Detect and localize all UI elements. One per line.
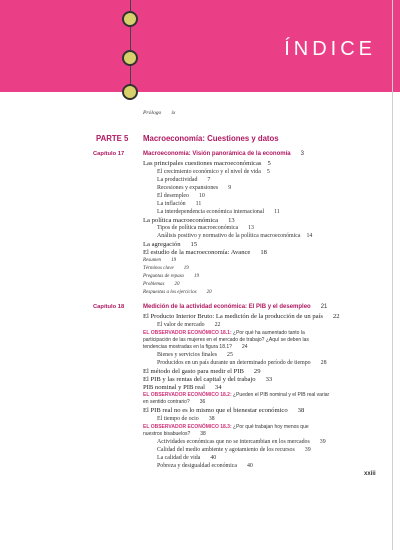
toc-entry[interactable]: Problemas 20	[143, 282, 180, 287]
toc-entry[interactable]: El método del gasto para medir el PIB 29	[143, 368, 261, 375]
decorative-dot	[122, 84, 138, 100]
toc-entry[interactable]: La calidad de vida 40	[157, 455, 217, 461]
toc-entry[interactable]: Las principales cuestiones macroeconómicas 5	[143, 160, 271, 167]
header-banner	[0, 0, 400, 92]
chapter-label: Capítulo 18	[93, 304, 125, 310]
decorative-dot	[122, 11, 138, 27]
observer-box-entry[interactable]: EL OBSERVADOR ECONÓMICO 18.1: ¿Por qué ha aumentado tanto la	[143, 330, 305, 336]
toc-entry[interactable]: El Producto Interior Bruto: La medición de la producción de un país 22	[143, 313, 340, 320]
toc-entry[interactable]: Bienes y servicios finales 25	[157, 352, 233, 358]
toc-entry[interactable]: Resumen 19	[143, 258, 177, 263]
chapter-label: Capítulo 17	[93, 151, 125, 157]
observer-box-line: en sentido contrario? 36	[143, 399, 206, 405]
toc-entry[interactable]: El tiempo de ocio 38	[157, 416, 215, 422]
toc-entry[interactable]: La inflación 11	[157, 201, 202, 207]
observer-box-entry[interactable]: EL OBSERVADOR ECONÓMICO 18.2: ¿Pueden el PIB nominal y el PIB real variar	[143, 392, 330, 398]
toc-entry[interactable]: Tipos de política macroeconómica 13	[157, 225, 254, 231]
toc-entry[interactable]: Respuestas a los ejercicios 20	[143, 290, 212, 295]
page-edge-rule	[392, 0, 393, 550]
observer-box-entry[interactable]: EL OBSERVADOR ECONÓMICO 18.3: ¿Por qué trabajan hoy menos que	[143, 424, 309, 430]
part-title[interactable]: Macroeconomía: Cuestiones y datos	[143, 134, 279, 143]
toc-entry[interactable]: El valor de mercado 22	[157, 322, 221, 328]
observer-box-line: tendencias mostradas en la figura 18.1? 24	[143, 344, 248, 350]
chapter-title-entry[interactable]: Macroeconomía: Visión panorámica de la economía 3	[143, 151, 304, 157]
part-label: PARTE 5	[96, 134, 129, 143]
toc-entry[interactable]: El estudio de la macroeconomía: Avance 18	[143, 249, 267, 256]
toc-entry[interactable]: El PIB real no es lo mismo que el bienestar económico 38	[143, 407, 305, 414]
toc-entry[interactable]: Calidad del medio ambiente y agotamiento de los recursos 39	[157, 447, 311, 453]
page-number: xxiii	[364, 471, 376, 477]
observer-box-line: nuestros bisabuelos? 38	[143, 431, 206, 437]
observer-box-line: participación de las mujeres en el mercado de trabajo? ¿Aquí se deben las	[143, 337, 309, 343]
toc-entry[interactable]: PIB nominal y PIB real 34	[143, 384, 222, 391]
toc-entry[interactable]: El PIB y las rentas del capital y del trabajo 33	[143, 376, 273, 383]
decorative-dot	[122, 50, 138, 66]
toc-entry[interactable]: Pobreza y desigualdad económica 40	[157, 463, 253, 469]
page-title: ÍNDICE	[284, 38, 376, 60]
toc-entry[interactable]: Preguntas de repaso 19	[143, 274, 200, 279]
chapter-title-entry[interactable]: Medición de la actividad económica: El PIB y el desempleo 21	[143, 304, 328, 310]
toc-entry[interactable]: Producidos en un país durante un determinado período de tiempo 28	[157, 360, 327, 366]
toc-entry[interactable]: Actividades económicas que no se intercambian en los mercados 39	[157, 439, 326, 445]
toc-entry[interactable]: El desempleo 10	[157, 193, 205, 199]
prologo-entry[interactable]: Prólogo ix	[143, 110, 176, 116]
toc-entry[interactable]: Recesiones y expansiones 9	[157, 185, 232, 191]
toc-entry[interactable]: La productividad 7	[157, 177, 211, 183]
toc-entry[interactable]: Términos clave 19	[143, 266, 189, 271]
toc-entry[interactable]: La interdependencia económica internacional 11	[157, 209, 280, 215]
toc-entry[interactable]: Análisis positivo y normativo de la política macroeconómica 14	[157, 233, 313, 239]
toc-entry[interactable]: La agregación 15	[143, 241, 198, 248]
toc-entry[interactable]: El crecimiento económico y el nivel de vida 5	[157, 169, 270, 175]
toc-entry[interactable]: La política macroeconómica 13	[143, 217, 235, 224]
